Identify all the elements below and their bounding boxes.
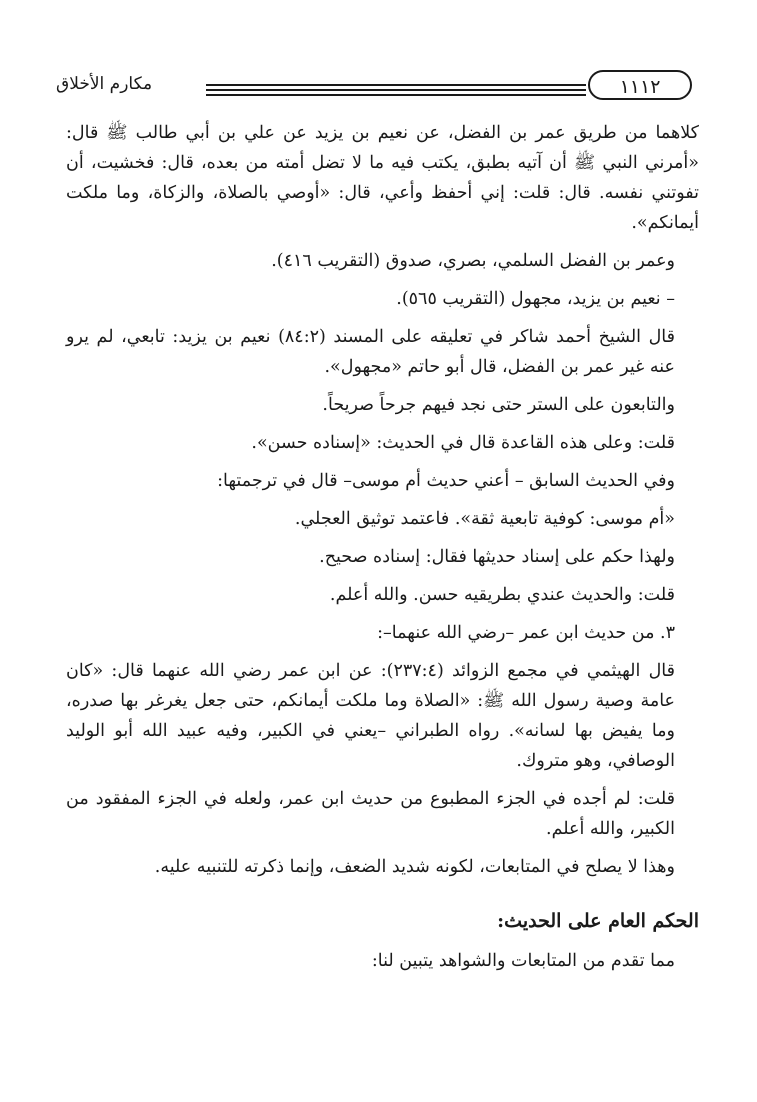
header-rule bbox=[206, 84, 586, 86]
header-rule bbox=[206, 89, 586, 91]
paragraph: والتابعون على الستر حتى نجد فيهم جرحاً صريحاً. bbox=[322, 395, 675, 415]
section-heading: الحكم العام على الحديث: bbox=[497, 910, 699, 932]
book-title: مكارم الأخلاق bbox=[56, 74, 153, 94]
paragraph: قلت: والحديث عندي بطريقيه حسن. والله أعلم. bbox=[329, 585, 675, 605]
paragraph: وعمر بن الفضل السلمي، بصري، صدوق (التقريب ٤١٦). bbox=[271, 251, 675, 271]
paragraph: كلاهما من طريق عمر بن الفضل، عن نعيم بن يزيد عن علي بن أبي طالب ﷺ قال: «أمرني النبي ﷺ أن آتيه بطبق، يكتب فيه ما لا تضل أمته من بعده، قال: فخشيت، أن تفوتني نفسه. قال: قلت: إني أحفظ وأعي، قال: «أوصي بالصلاة، والزكاة، وما ملكت أيمانكم». bbox=[66, 123, 699, 233]
page-number: ١١١٢ bbox=[588, 70, 692, 100]
header-rule bbox=[206, 94, 586, 96]
paragraph: وهذا لا يصلح في المتابعات، لكونه شديد الضعف، وإنما ذكرته للتنبيه عليه. bbox=[154, 857, 675, 877]
paragraph: ٣. من حديث ابن عمر –رضي الله عنهما–: bbox=[377, 623, 675, 643]
body-text bbox=[66, 118, 699, 984]
paragraph: «أم موسى: كوفية تابعية ثقة». فاعتمد توثيق العجلي. bbox=[294, 509, 675, 529]
paragraph: – نعيم بن يزيد، مجهول (التقريب ٥٦٥). bbox=[396, 289, 675, 309]
paragraph: ولهذا حكم على إسناد حديثها فقال: إسناده صحيح. bbox=[319, 547, 675, 567]
paragraph: وفي الحديث السابق – أعني حديث أم موسى– قال في ترجمتها: bbox=[217, 471, 675, 491]
paragraph: قال الهيثمي في مجمع الزوائد (٢٣٧:٤): عن ابن عمر رضي الله عنهما قال: «كان عامة وصية رسول الله ﷺ: «الصلاة وما ملكت أيمانكم، حتى جعل يغرغر بها صدره، وما يفيض بها لسانه». رواه الطبراني –يعني في الكبير، وفيه عبيد الله أبو الوليد الوصافي، وهو متروك. bbox=[66, 661, 675, 771]
paragraph: قلت: وعلى هذه القاعدة قال في الحديث: «إسناده حسن». bbox=[251, 433, 675, 453]
section-intro: مما تقدم من المتابعات والشواهد يتبين لنا: bbox=[371, 951, 675, 971]
paragraph: قلت: لم أجده في الجزء المطبوع من حديث ابن عمر، ولعله في الجزء المفقود من الكبير، والله أعلم. bbox=[66, 789, 675, 839]
page-header bbox=[56, 70, 698, 106]
paragraph: قال الشيخ أحمد شاكر في تعليقه على المسند (٨٤:٢) نعيم بن يزيد: تابعي، لم يرو عنه غير عمر بن الفضل، قال أبو حاتم «مجهول». bbox=[66, 327, 675, 377]
